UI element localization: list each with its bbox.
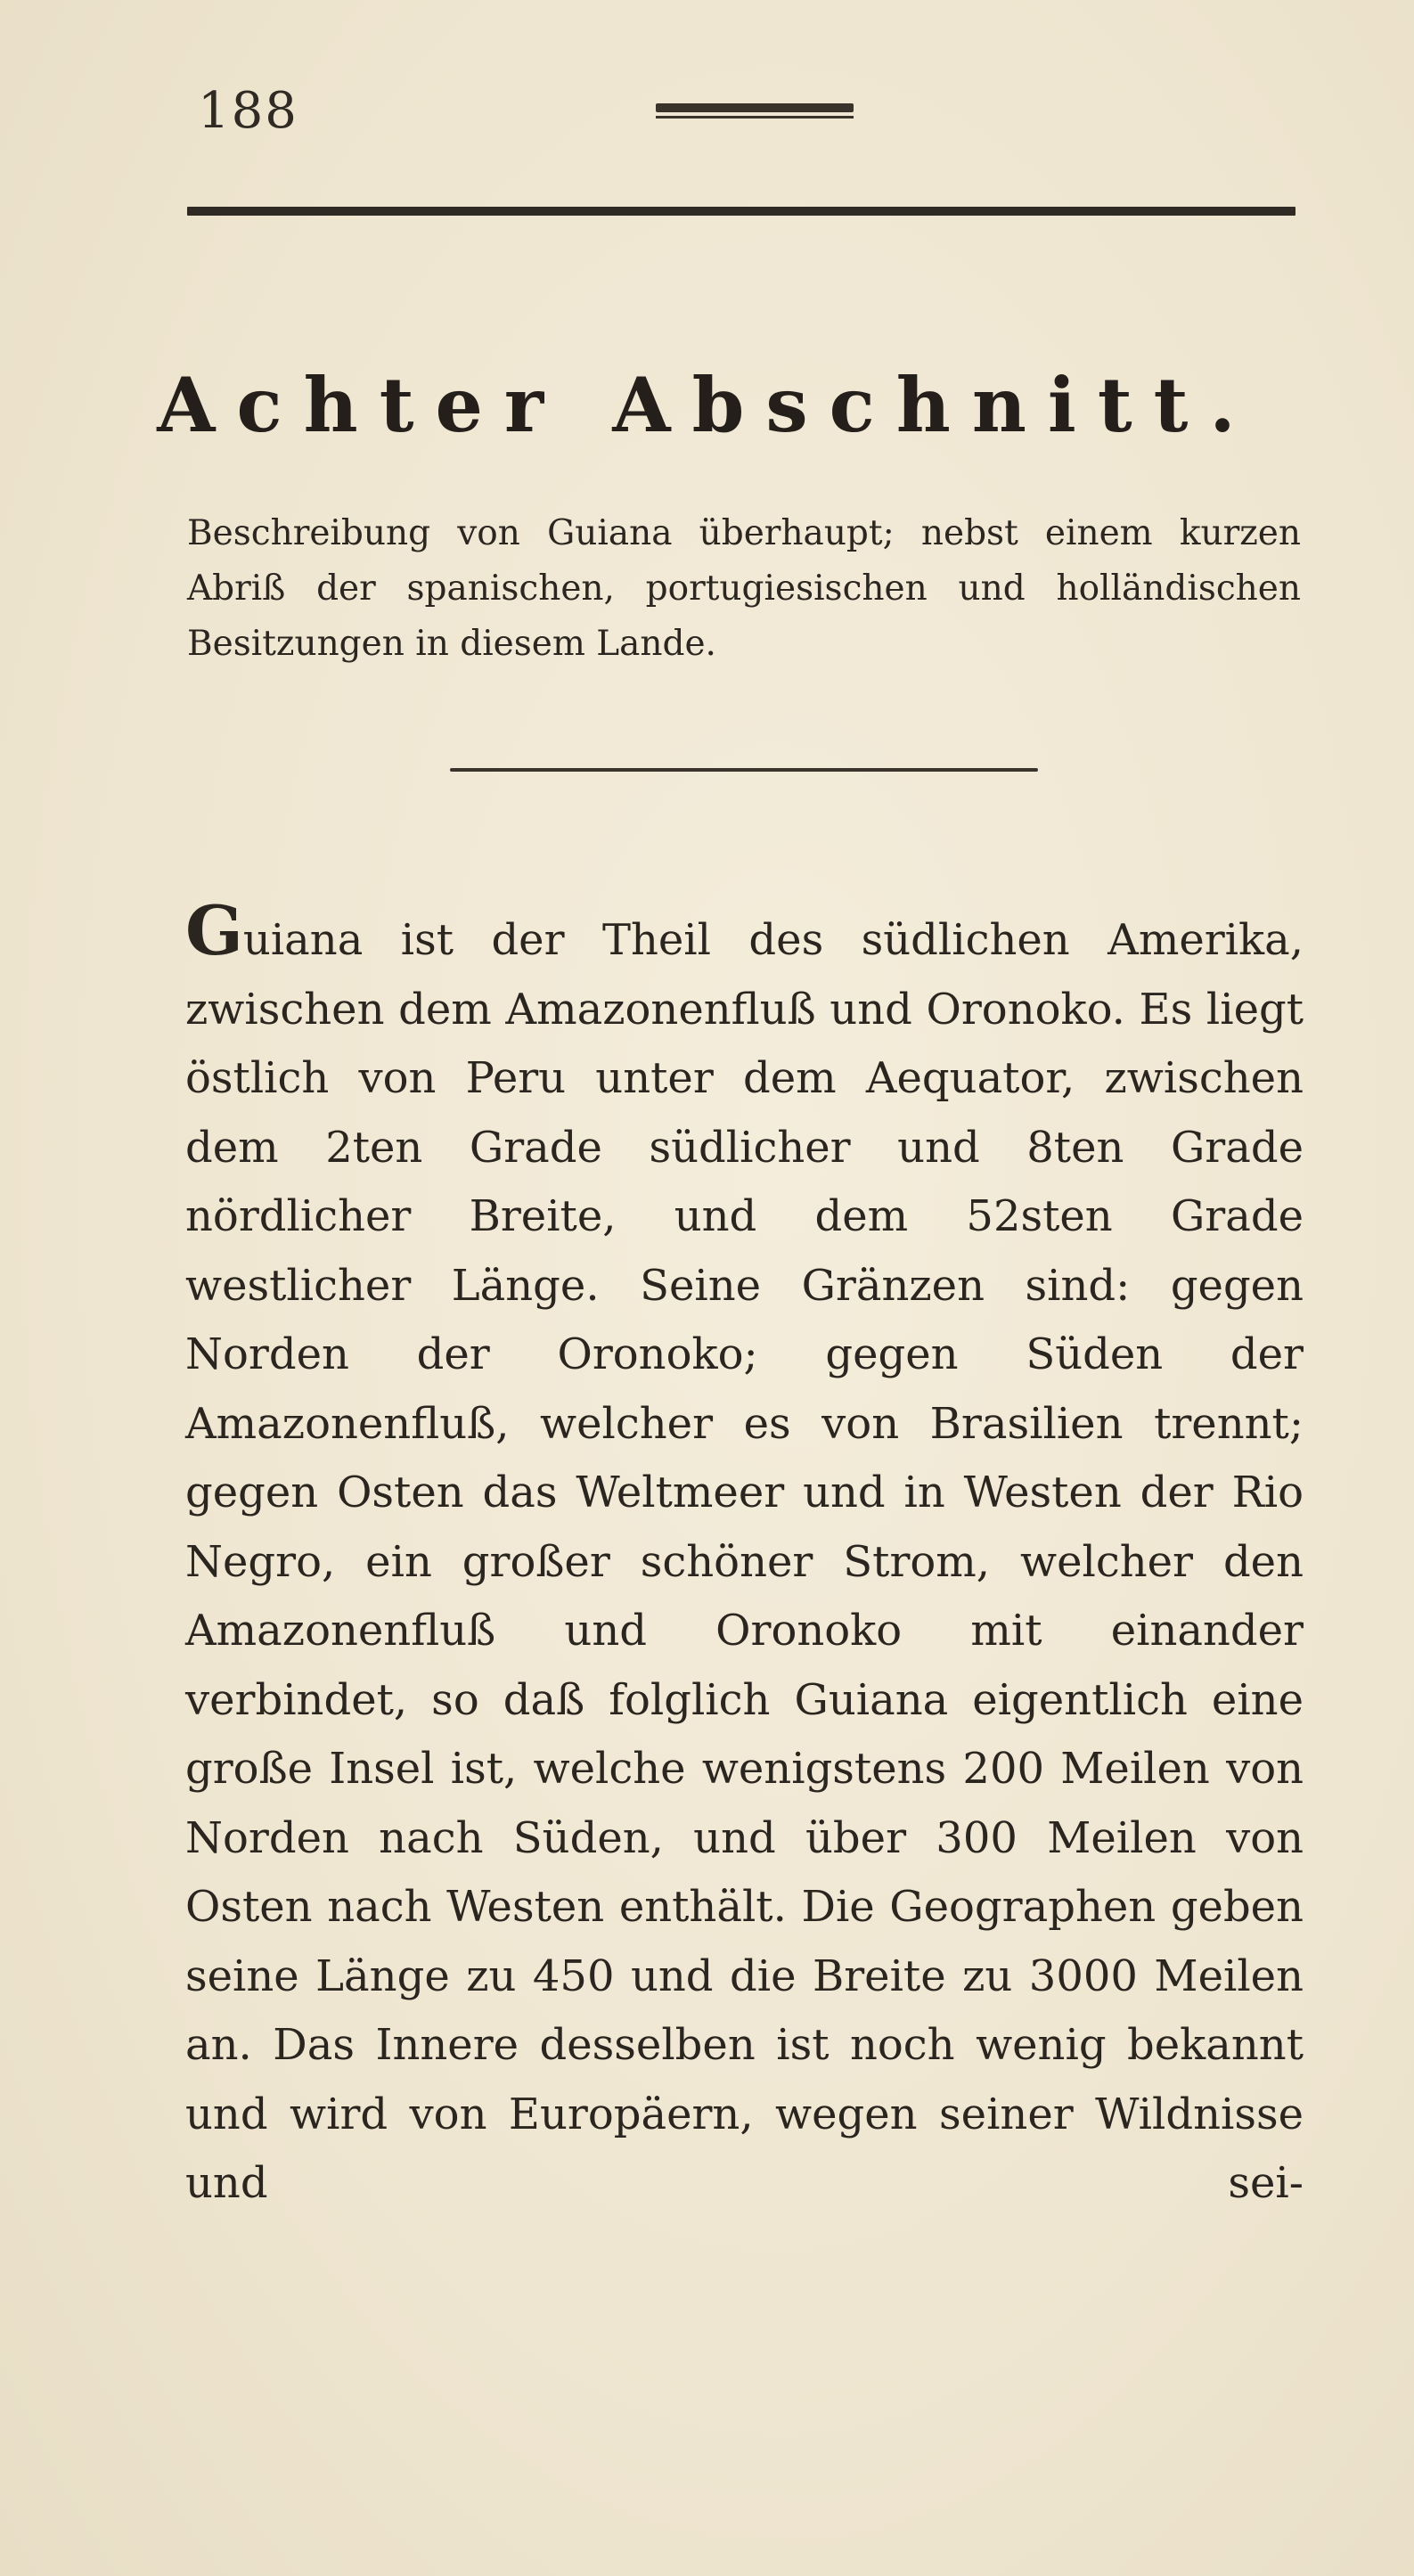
page-number: 188 [198,82,298,140]
chapter-heading: Achter Abschnitt. [157,361,1257,449]
header-rule [187,207,1295,216]
chapter-summary: Beschreibung von Guiana überhaupt; nebst einem kurzen Abriß der spanischen, portugiesischen und holländischen Besitzungen in diesem Lande. [187,513,1301,664]
body-text: uiana ist der Theil des südlichen Amerika, zwischen dem Amazonenfluß und Oronoko. Es liegt östlich von Peru unter dem Aequator, zwischen dem 2ten Grade südlicher und 8ten Grade nördlicher Breite, und dem 52sten Grade westlicher Länge. Seine Gränzen sind: gegen Norden der Oronoko; gegen Süden der Amazonenfluß, welcher es von Brasilien trennt; gegen Osten das Weltmeer und in Westen der Rio Negro, ein großer schöner Strom, welcher den Amazonenfluß und Oronoko mit einander verbindet, so daß folglich Guiana eigentlich eine große Insel ist, welche wenigstens 200 Meilen von Norden nach Süden, und über 300 Meilen von Osten nach Westen enthält. Die Geographen geben seine Länge zu 450 und die Breite zu 3000 Meilen an. Das Innere desselben ist noch wenig bekannt und wird von Europäern, wegen seiner Wildnisse und sei- [185,915,1304,2208]
body-paragraph [185,891,1304,2219]
header-ornament-rule [656,103,854,112]
summary-divider [450,768,1038,772]
drop-initial: G [185,891,243,970]
